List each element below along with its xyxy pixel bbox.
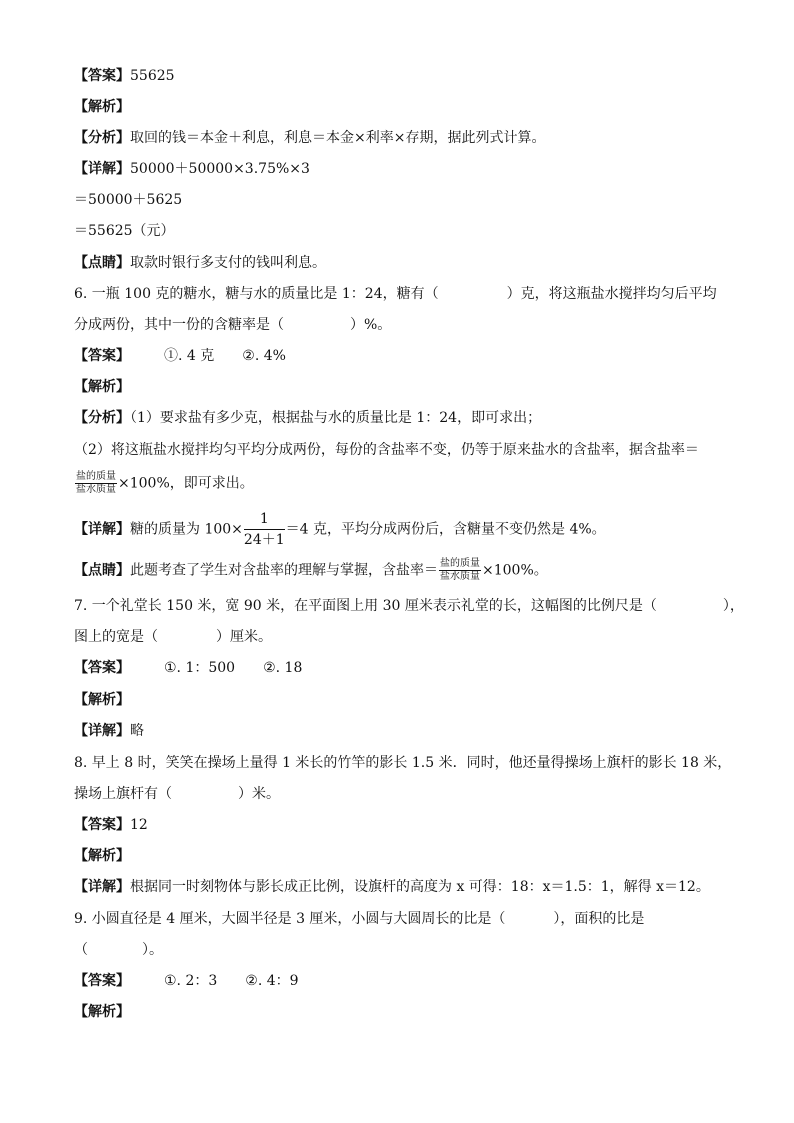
tip-tag: 【点睛】 bbox=[74, 562, 130, 579]
q8-answer-line bbox=[74, 815, 148, 835]
answer-value: ①. 2：3 bbox=[164, 973, 218, 989]
jiexi-heading: 【解析】 bbox=[74, 99, 130, 115]
q5-analysis bbox=[74, 128, 545, 148]
detail-tag: 【详解】 bbox=[74, 521, 130, 538]
jiexi-heading: 【解析】 bbox=[74, 379, 130, 395]
q6-detail bbox=[74, 512, 606, 547]
detail-text: 略 bbox=[130, 723, 144, 739]
detail-tag: 【详解】 bbox=[74, 879, 130, 895]
q7-answer-line bbox=[74, 658, 302, 678]
q9-question-line1 bbox=[74, 909, 644, 929]
q9-text: ）。 bbox=[142, 942, 163, 958]
q6-question-line1 bbox=[74, 284, 717, 304]
q9-text: （ bbox=[74, 942, 88, 958]
answer-tag: 【答案】 bbox=[74, 660, 130, 676]
answer-value: 55625 bbox=[130, 68, 175, 84]
fraction bbox=[244, 512, 285, 547]
q6-tip bbox=[74, 559, 548, 582]
q8-text: ）米。 bbox=[238, 786, 280, 802]
fraction-numerator: 盐的质量 bbox=[76, 471, 116, 482]
answer-tag: 【答案】 bbox=[74, 973, 130, 989]
q7-text: ）厘米。 bbox=[216, 629, 272, 645]
detail-text: 根据同一时刻物体与影长成正比例，设旗杆的高度为 x 可得：18：x＝1.5：1，解得 x＝12。 bbox=[130, 879, 710, 895]
q9-text: 9. 小圆直径是 4 厘米，大圆半径是 3 厘米，小圆与大圆周长的比是（ bbox=[74, 911, 506, 927]
q7-text: 7. 一个礼堂长 150 米，宽 90 米，在平面图上用 30 厘米表示礼堂的长，这幅图的比例尺是（ bbox=[74, 598, 657, 614]
answer-value: ①. 1：500 bbox=[164, 660, 236, 676]
q7-detail bbox=[74, 721, 144, 741]
fraction-denominator: 24＋1 bbox=[243, 532, 285, 548]
q5-tip bbox=[74, 253, 326, 273]
q8-text: 操场上旗杆有（ bbox=[74, 786, 172, 802]
fraction-numerator: 盐的质量 bbox=[440, 558, 480, 569]
fraction-denominator: 盐水质量 bbox=[76, 484, 116, 495]
analysis-text: ×100%，即可求出。 bbox=[118, 475, 254, 492]
q6-text: 分成两份，其中一份的含糖率是（ bbox=[74, 317, 284, 333]
q8-question-line1: 8. 早上 8 时，笑笑在操场上量得 1 米长的竹竿的影长 1.5 米．同时，他还量得操场上旗杆的影长 18 米， bbox=[74, 755, 732, 771]
analysis-text: 取回的钱＝本金＋利息，利息＝本金×利率×存期，据此列式计算。 bbox=[130, 130, 546, 146]
q9-question-line2 bbox=[74, 940, 163, 960]
answer-value: 12 bbox=[130, 817, 148, 833]
q7-question-line1 bbox=[74, 596, 744, 616]
q6-text: ）克，将这瓶盐水搅拌均匀后平均 bbox=[506, 286, 717, 302]
answer-value: ②. 18 bbox=[263, 660, 303, 676]
fraction bbox=[439, 559, 481, 582]
jiexi-heading: 【解析】 bbox=[74, 1004, 130, 1020]
analysis-tag: 【分析】 bbox=[74, 130, 130, 146]
q6-analysis-2: （2）将这瓶盐水搅拌均匀平均分成两份，每份的含盐率不变，仍等于原来盐水的含盐率，据含盐率＝ bbox=[74, 442, 699, 458]
q9-answer-line bbox=[74, 971, 299, 991]
detail-text: ＝4 克，平均分成两份后，含糖量不变仍然是 4%。 bbox=[285, 521, 606, 538]
detail-text: 糖的质量为 100× bbox=[130, 521, 243, 538]
fraction-numerator: 1 bbox=[244, 512, 285, 530]
tip-text: ×100%。 bbox=[482, 562, 548, 579]
tip-tag: 【点睛】 bbox=[74, 255, 130, 271]
answer-value: ②. 4% bbox=[242, 348, 286, 364]
jiexi-heading: 【解析】 bbox=[74, 692, 130, 708]
analysis-tag: 【分析】 bbox=[74, 410, 130, 426]
detail-tag: 【详解】 bbox=[74, 723, 130, 739]
answer-value: ①. 4 克 bbox=[164, 348, 215, 364]
q7-text: 图上的宽是（ bbox=[74, 629, 158, 645]
q6-question-line2 bbox=[74, 315, 391, 335]
tip-text: 取款时银行多支付的钱叫利息。 bbox=[130, 255, 326, 271]
analysis-text: （1）要求盐有多少克，根据盐与水的质量比是 1：24，即可求出； bbox=[130, 410, 542, 426]
q6-analysis-3 bbox=[74, 472, 254, 495]
q7-text: ）， bbox=[722, 598, 744, 614]
fraction-denominator: 盐水质量 bbox=[440, 571, 480, 582]
q6-answer-line bbox=[74, 346, 286, 366]
detail-tag: 【详解】 bbox=[74, 161, 130, 177]
answer-value: ②. 4：9 bbox=[245, 973, 299, 989]
tip-text: 此题考查了学生对含盐率的理解与掌握，含盐率＝ bbox=[130, 562, 438, 579]
detail-text: 50000＋50000×3.75%×3 bbox=[130, 161, 310, 177]
q6-analysis-1 bbox=[74, 408, 541, 428]
q6-text: 6. 一瓶 100 克的糖水，糖与水的质量比是 1：24，糖有（ bbox=[74, 286, 439, 302]
q8-detail bbox=[74, 877, 710, 897]
q5-step1: ＝50000＋5625 bbox=[74, 192, 183, 208]
q7-question-line2 bbox=[74, 627, 272, 647]
answer-tag: 【答案】 bbox=[74, 68, 130, 84]
jiexi-heading: 【解析】 bbox=[74, 848, 130, 864]
q5-answer-line bbox=[74, 66, 175, 86]
q5-detail bbox=[74, 159, 310, 179]
q8-question-line2 bbox=[74, 784, 280, 804]
answer-tag: 【答案】 bbox=[74, 348, 130, 364]
q5-step2: ＝55625（元） bbox=[74, 223, 175, 239]
fraction bbox=[75, 472, 117, 495]
answer-tag: 【答案】 bbox=[74, 817, 130, 833]
q6-text: ）%。 bbox=[350, 317, 392, 333]
q9-text: ），面积的比是 bbox=[553, 911, 645, 927]
